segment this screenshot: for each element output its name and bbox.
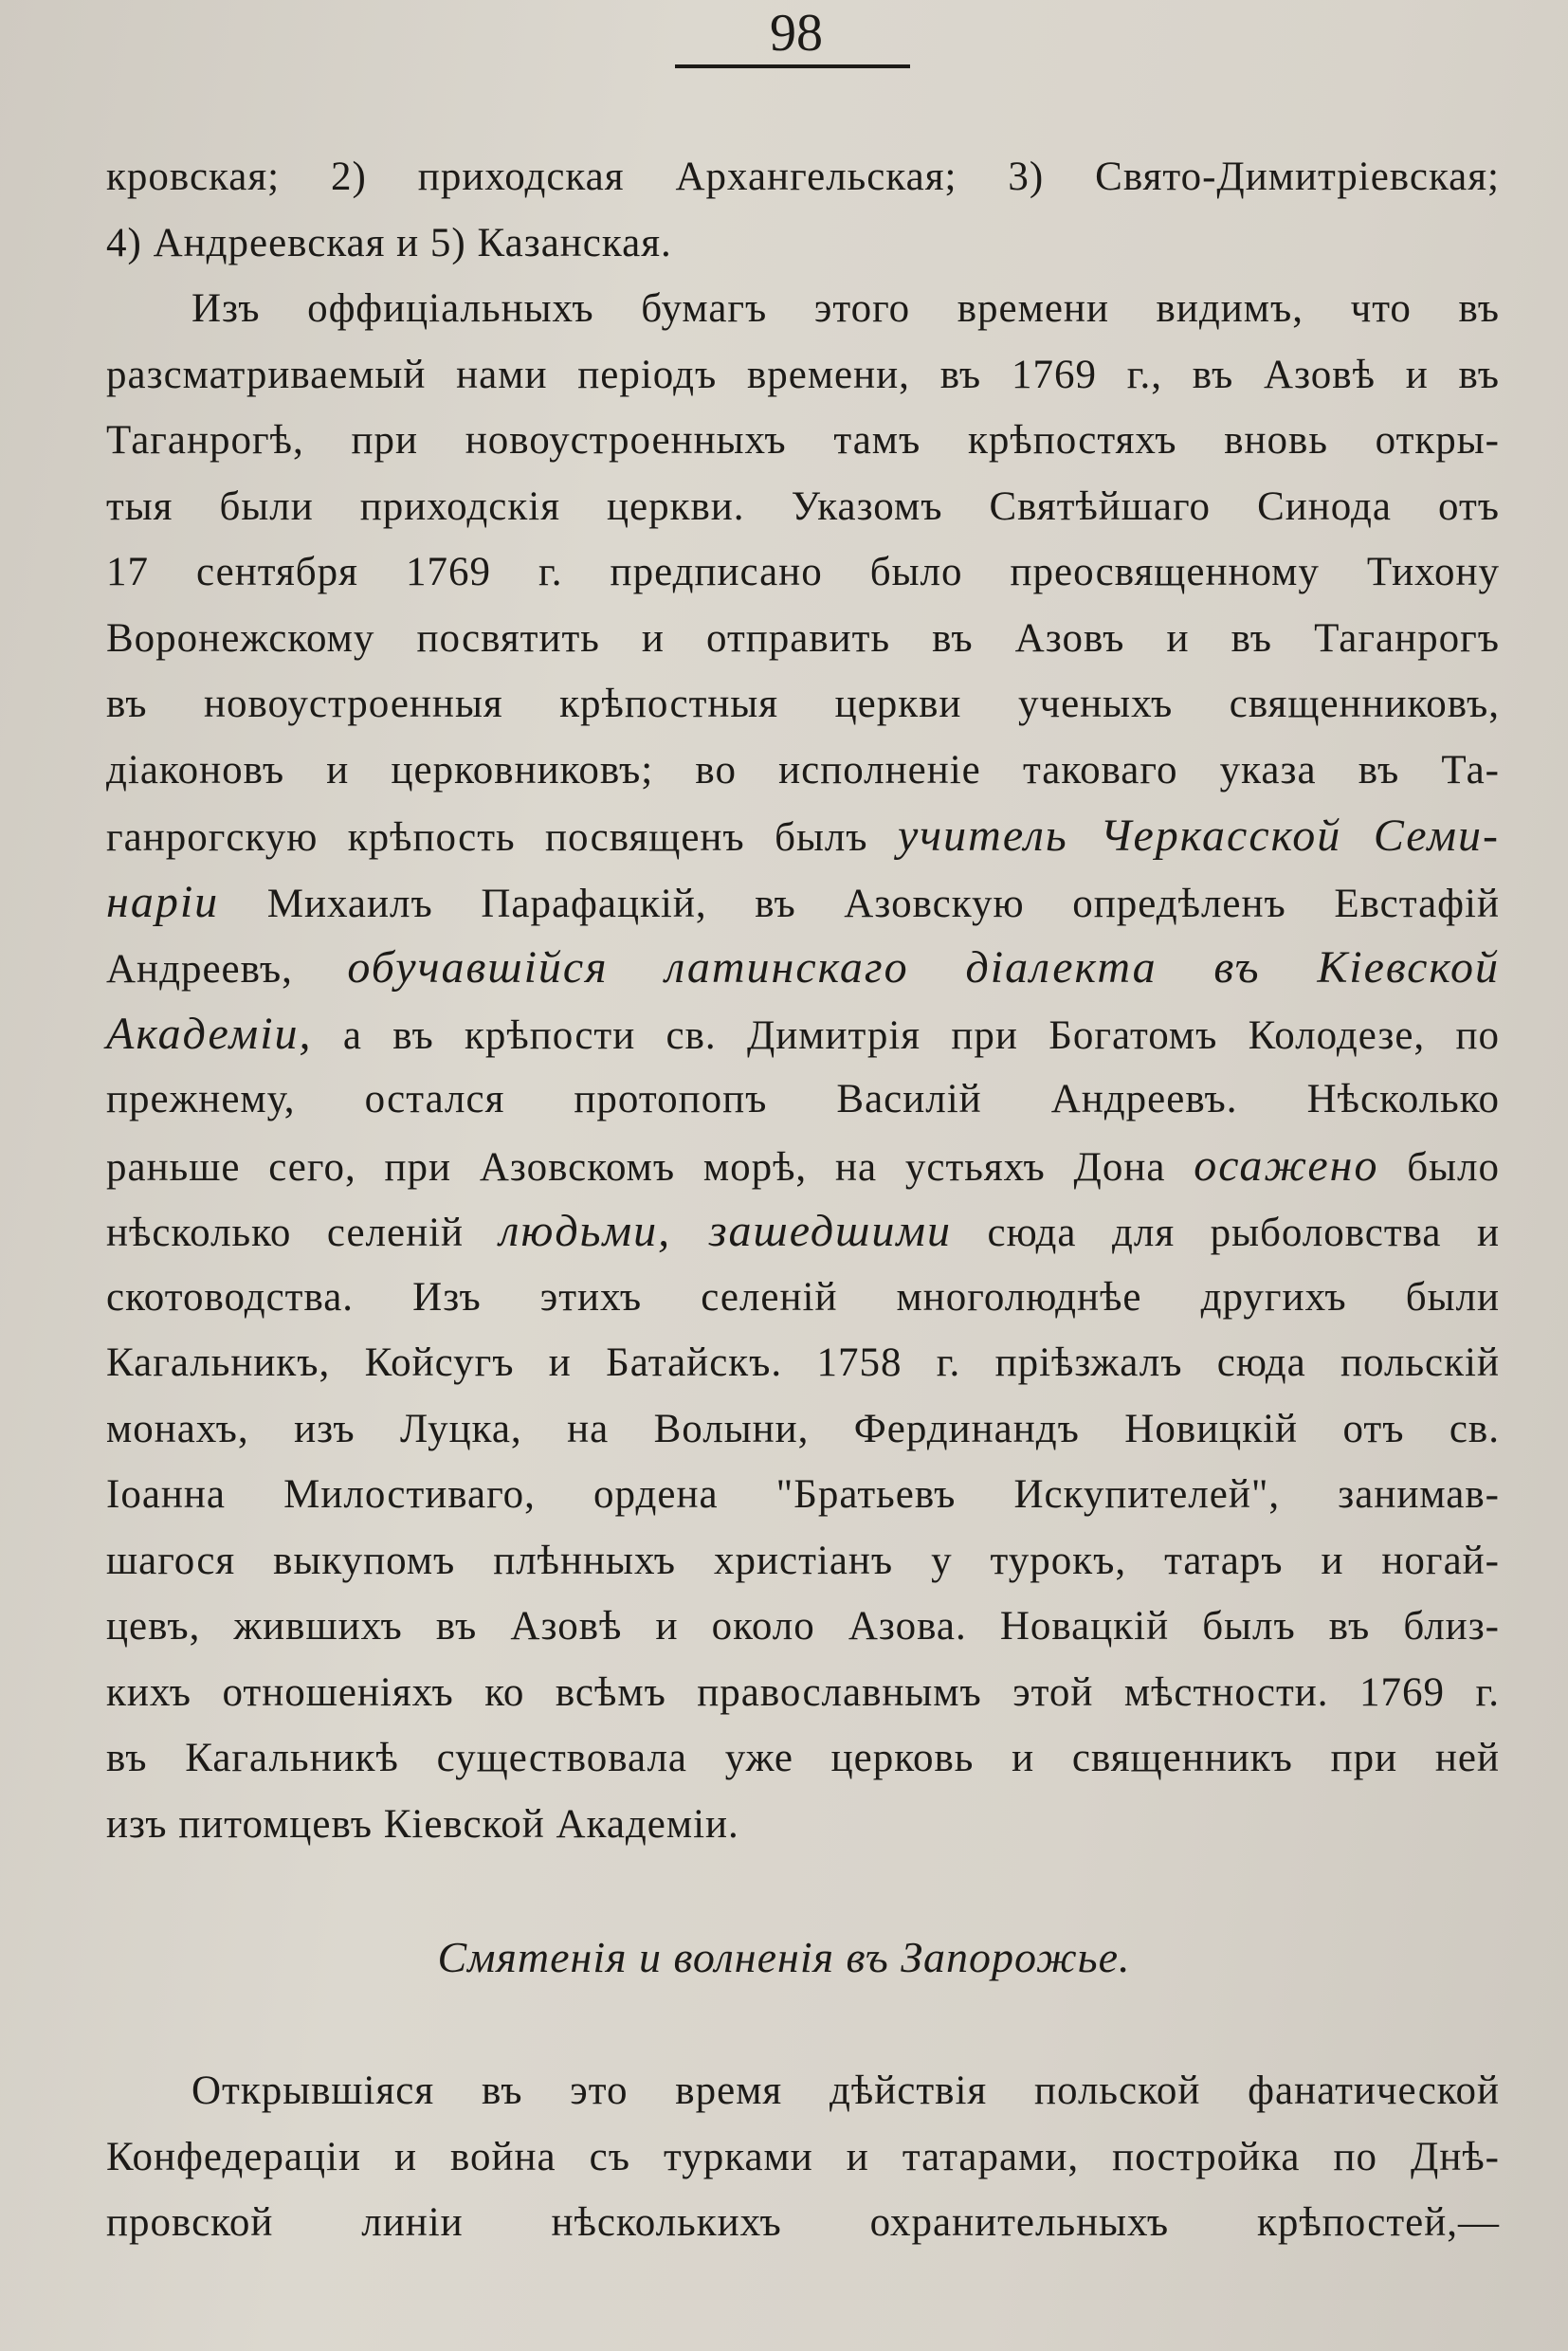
text-line: [106, 1462, 1500, 1528]
text-line: [106, 408, 1500, 474]
text-segment: Іоанна Милостиваго, ордена "Братьевъ Искупителей", занимав-: [106, 1472, 1500, 1517]
page-number: 98: [770, 4, 823, 63]
text-segment: Таганрогѣ, при новоустроенныхъ тамъ крѣпостяхъ вновь откры-: [106, 418, 1500, 463]
text-segment: Михаилъ Парафацкій, въ Азовскую опредѣленъ Евстафій: [219, 881, 1500, 926]
text-segment: Изъ оффиціальныхъ бумагъ этого времени видимъ, что въ: [191, 286, 1500, 331]
text-line: [106, 1066, 1500, 1133]
text-segment: въ Кагальникѣ существовала уже церковь и священникъ при ней: [106, 1736, 1500, 1780]
text-segment: Андреевъ,: [106, 947, 348, 992]
text-line: [106, 803, 1500, 869]
text-line: [106, 2123, 1500, 2190]
text-segment: Конфедераціи и война съ турками и татарами, постройка по Днѣ-: [106, 2134, 1500, 2179]
text-line: [106, 671, 1500, 738]
text-segment: разсматриваемый нами періодъ времени, въ 1769 г., въ Азовѣ и въ: [106, 352, 1500, 397]
text-line: [106, 1528, 1500, 1595]
text-line: [106, 144, 1500, 210]
text-line: [106, 2057, 1500, 2123]
text-segment: изъ питомцевъ Кіевской Академіи.: [106, 1801, 739, 1847]
text-segment: Открывшіяся въ это время дѣйствія польской фанатической: [191, 2069, 1500, 2113]
text-line: [106, 539, 1500, 606]
text-line: [106, 210, 1500, 277]
text-line: [106, 276, 1500, 342]
text-segment: кровская; 2) приходская Архангельская; 3) Свято-Димитріевская;: [106, 155, 1500, 199]
text-line: [106, 1594, 1500, 1660]
text-segment: сюда для рыболовства и: [952, 1211, 1500, 1255]
page-number-rule: [675, 64, 910, 68]
section-heading: Смятенія и волненія въ Запорожье.: [437, 1933, 1131, 1981]
text-segment: кихъ отношеніяхъ ко всѣмъ православнымъ этой мѣстности. 1769 г.: [106, 1669, 1500, 1715]
text-line: [106, 1133, 1500, 1199]
text-line: [106, 869, 1500, 936]
text-segment: 17 сентября 1769 г. предписано было преосвященному Тихону: [106, 550, 1500, 594]
text-line: [106, 1330, 1500, 1396]
text-segment: а въ крѣпости св. Димитрія при Богатомъ Колодезе, по: [312, 1012, 1500, 1058]
text-segment: монахъ, изъ Луцка, на Волыни, Фердинандъ Новицкій отъ св.: [106, 1406, 1500, 1451]
text-segment: ганрогскую крѣпость посвященъ былъ: [106, 815, 898, 860]
text-line: [106, 935, 1500, 1001]
text-segment: цевъ, жившихъ въ Азовѣ и около Азова. Новацкій былъ въ близ-: [106, 1604, 1500, 1649]
text-line: [106, 1792, 1500, 1858]
text-segment: скотоводства. Изъ этихъ селеній многолюднѣе другихъ были: [106, 1274, 1500, 1320]
text-segment: прежнему, остался протопопъ Василій Андреевъ. Нѣсколько: [106, 1077, 1500, 1121]
text-segment: 4) Андреевская и 5) Казанская.: [106, 220, 672, 265]
text-segment: провской линіи нѣсколькихъ охранительныхъ крѣпостей,—: [106, 2200, 1500, 2245]
text-segment: раньше сего, при Азовскомъ морѣ, на устьяхъ Дона: [106, 1144, 1194, 1190]
text-line: [106, 1660, 1500, 1726]
italic-text-segment: учитель Черкасской Семи-: [897, 811, 1501, 861]
text-line: [106, 738, 1500, 804]
italic-text-segment: Академіи,: [106, 1008, 313, 1059]
text-line: [106, 342, 1500, 409]
text-line: [106, 474, 1500, 540]
text-segment: Кагальникъ, Койсугъ и Батайскъ. 1758 г. пріѣзжалъ сюда польскій: [106, 1340, 1500, 1385]
text-line: [106, 2189, 1500, 2255]
text-segment: Воронежскому посвятить и отправить въ Азовъ и въ Таганрогъ: [106, 615, 1500, 661]
text-segment: тыя были приходскія церкви. Указомъ Святѣйшаго Синода отъ: [106, 483, 1500, 529]
next-section-paragraph: [106, 2057, 1500, 2255]
italic-text-segment: людьми, зашедшими: [499, 1206, 953, 1256]
text-line: [106, 606, 1500, 672]
text-segment: было: [1378, 1144, 1500, 1190]
text-line: [106, 1396, 1500, 1463]
italic-text-segment: осажено: [1194, 1139, 1379, 1191]
text-segment: нѣсколько селеній: [106, 1211, 500, 1255]
italic-text-segment: обучавшійся латинскаго діалекта въ Кіевской: [347, 942, 1500, 993]
text-segment: въ новоустроенныя крѣпостныя церкви ученыхъ священниковъ,: [106, 682, 1500, 726]
text-line: [106, 1725, 1500, 1792]
text-line: [106, 1265, 1500, 1331]
text-line: [106, 1198, 1500, 1265]
italic-text-segment: наріи: [106, 876, 220, 927]
text-segment: шагося выкупомъ плѣнныхъ христіанъ у турокъ, татаръ и ногай-: [106, 1538, 1500, 1583]
text-segment: діаконовъ и церковниковъ; во исполненіе таковаго указа въ Та-: [106, 747, 1500, 793]
main-paragraphs: [106, 144, 1500, 1857]
text-line: [106, 1001, 1500, 1067]
